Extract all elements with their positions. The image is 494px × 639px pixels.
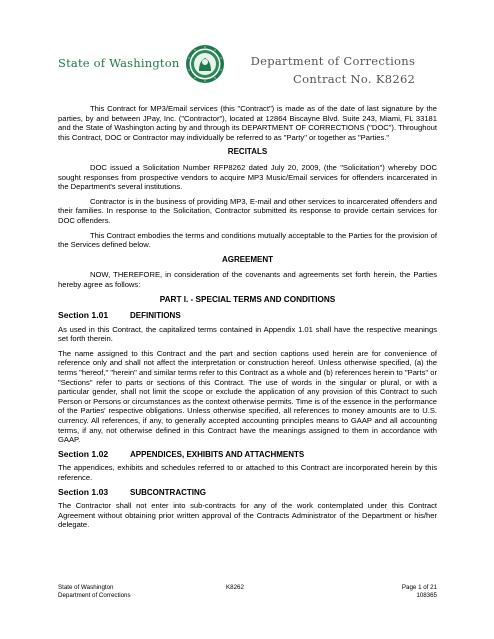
section-paragraph: As used in this Contract, the capitalized terms contained in Appendix 1.01 shall have the respective meanings set forth therein. bbox=[58, 324, 437, 344]
washington-state-seal-icon bbox=[185, 44, 225, 84]
section-number: Section 1.03 bbox=[58, 486, 109, 497]
agreement-paragraph: NOW, THEREFORE, in consideration of the covenants and agreements set forth herein, the Parties hereby agree as follows: bbox=[58, 270, 437, 289]
footer-contract-number: K8262 bbox=[226, 584, 244, 591]
state-of-washington-text: State of Washington bbox=[58, 56, 180, 70]
section-heading bbox=[58, 488, 437, 498]
section-number: Section 1.01 bbox=[58, 310, 109, 321]
department-header bbox=[245, 54, 415, 86]
footer-doc-id: 108365 bbox=[416, 592, 437, 599]
footer-department: Department of Corrections bbox=[58, 592, 131, 599]
footer-right bbox=[402, 584, 437, 600]
section-heading bbox=[58, 311, 437, 321]
section-paragraph: The name assigned to this Contract and the part and section captions used herein are for convenience of reference only and shall not affect the interpretation or construction hereof. Unless otherwise specified, (a) the terms "hereof," "herein" and similar terms refer to this Contract as a whole and (b) references herein to "Parts" or "Sections" refer to parts or sections of this Contract. The use of words in the singular or plural, or with a particular gender, shall not limit the scope or exclude the application of any provision of this Contract to such Person or Persons or circumstances as the context otherwise permits. Time is of the essence in the performance of the Parties' respective obligations. Unless otherwise specified, all references to money amounts are to U.S. currency. All references, if any, to generally accepted accounting principles means to GAAP and all accounting terms, if any, not otherwise defined in this Contract have the meanings assigned to them in accordance with GAAP. bbox=[58, 348, 437, 445]
contract-body bbox=[58, 104, 437, 535]
department-name: Department of Corrections bbox=[250, 54, 416, 68]
footer-state: State of Washington bbox=[58, 584, 114, 591]
section-paragraph: The Contractor shall not enter into sub-contracts for any of the work contemplated under this Contract Agreement without obtaining prior written approval of the Contracts Administrator of the Department or his/her delegate. bbox=[58, 501, 437, 530]
section-paragraph: The appendices, exhibits and schedules referred to or attached to this Contract are incorporated herein by this reference. bbox=[58, 463, 437, 482]
intro-paragraph: This Contract for MP3/Email services (this "Contract") is made as of the date of last signature by the parties, by and between JPay, Inc. ("Contractor"), located at 12864 Biscayne Blvd. Suite 243, Miami, FL 33181 and the State of Washington acting by and through its DEPARTMENT OF CORRECTIONS ("DOC"). Throughout this Contract, DOC or Contractor may individually be referred to as "Party" or together as "Parties." bbox=[58, 104, 437, 142]
recital-paragraph: DOC issued a Solicitation Number RFP8262 dated July 20, 2009, (the "Solicitation") whereby DOC sought responses from prospective vendors to acquire MP3 Music/Email services for offenders incarcerated in the Department's several institutions. bbox=[58, 162, 437, 192]
contract-number: Contract No. K8262 bbox=[293, 72, 416, 86]
section-title: APPENDICES, EXHIBITS AND ATTACHMENTS bbox=[130, 449, 305, 459]
footer-page-number: Page 1 of 21 bbox=[401, 584, 437, 591]
section-heading bbox=[58, 450, 437, 460]
section-number: Section 1.02 bbox=[58, 448, 109, 459]
section-title: DEFINITIONS bbox=[130, 311, 181, 321]
part-heading: PART I. - SPECIAL TERMS AND CONDITIONS bbox=[159, 294, 336, 304]
footer-left bbox=[58, 584, 131, 600]
section-title: SUBCONTRACTING bbox=[130, 487, 206, 497]
agreement-heading: AGREEMENT bbox=[221, 254, 274, 264]
recital-paragraph: This Contract embodies the terms and conditions mutually acceptable to the Parties for the provision of the Services defined below. bbox=[58, 230, 437, 250]
recital-paragraph: Contractor is in the business of providing MP3, E-mail and other services to incarcerated offenders and their families. In response to the Solicitation, Contractor submitted its response to provide certain services for DOC offenders. bbox=[58, 196, 437, 225]
recitals-heading: RECITALS bbox=[227, 147, 268, 157]
